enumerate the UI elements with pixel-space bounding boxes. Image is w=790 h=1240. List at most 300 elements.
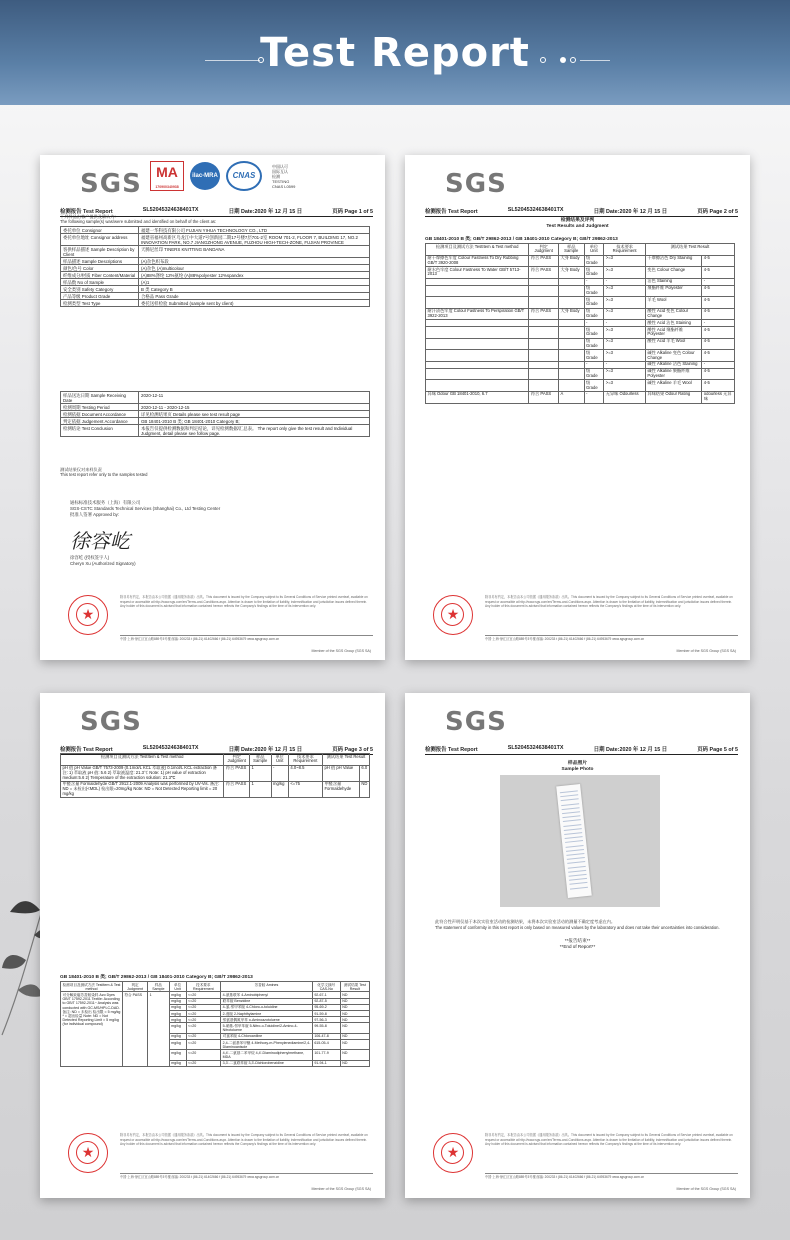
report-page-2 xyxy=(405,155,750,660)
info-value: 2020-12-11 - 2020-12-15 xyxy=(139,404,370,411)
table-row xyxy=(426,278,735,285)
table-row xyxy=(426,380,735,392)
table-cell: 沾色 Staining xyxy=(645,278,701,285)
result-cell: ND xyxy=(340,1060,369,1066)
table-cell: 酸性 Acid 羊毛 Wool xyxy=(645,338,701,350)
info-value: B 类 Category B xyxy=(139,286,370,293)
judgment-cell: 符合 PASS xyxy=(123,992,148,1067)
amine-cell: 4,4'-二氨基二苯甲烷 4,4'-Diaminodiphenylmethane, MDA xyxy=(221,1050,313,1060)
table-cell: 4-5 xyxy=(702,255,735,267)
ph-formaldehyde-table xyxy=(60,753,370,798)
table-cell: 4.0~8.5 xyxy=(288,765,322,781)
table-cell: <=75 xyxy=(288,781,322,797)
end-of-report: **报告结束** **End of Report** xyxy=(559,938,596,949)
table-cell xyxy=(426,368,529,380)
column-header: 检测项目及测试方法 TestItem & Test method xyxy=(61,982,123,992)
info-label: 样品数 No of Sample xyxy=(61,279,139,286)
info-label: 安全类别 Safety Category xyxy=(61,286,139,293)
table-cell xyxy=(426,380,529,392)
signature: 徐容屹 xyxy=(70,529,130,553)
table-cell: >=3 xyxy=(604,255,646,267)
table-cell: 酸性 Acid 变色 Colour Change xyxy=(645,308,701,320)
strip-pattern-line xyxy=(564,832,582,835)
table-row xyxy=(61,234,370,246)
table-cell xyxy=(529,361,559,368)
table-row xyxy=(61,765,370,781)
table-cell: 级 Grade xyxy=(584,297,604,309)
test-method-cell: 可分解致癌芳香胺染料 Azo Dyes GB/T 17592-2011 Textile: According to GB/T 17592-2011~ Analysis was conducted with GC-MS/HPLC-DAD. 备注: ND = 未检出 检出限 = 5 mg/kg * = 超出检量 Note: ND = Not Detected Reporting Limit = 5 mg/kg (for individual compound) xyxy=(61,992,123,1067)
info-label: 检测周期 Testing Period xyxy=(61,404,139,411)
table-cell: 4-5 xyxy=(702,285,735,297)
fine-print: 除非另有约定，本报告由本公司依据《通用服务条款》出具。This document is issued by the Company subject to its General Conditions of Service printed overleaf, available on request or accessible at http://www.sgs.com/en/Terms-and-Conditions.aspx. Attention is drawn to the limitation of liability, indemnification and jurisdiction issues defined therein. Any holder of this document is advised that information contained hereon reflects the Company's findings at the time of its intervention only. xyxy=(120,1133,368,1147)
table-cell: 甲醛含量 Formaldehyde GB/T 2912.1-2009 Analysis was performed by UV-Vis. 备注: ND = 未检出(<MDL) 检出限=20mg/kg Note: ND = Not Detected Reporting limit = 20 mg/kg xyxy=(61,781,224,797)
table-cell: 级 Grade xyxy=(584,350,604,362)
signatory: 徐容屹 (授权签字人) Cheryn Xu (Authorized Signatory) xyxy=(70,555,136,566)
fine-print: 除非另有约定，本报告由本公司依据《通用服务条款》出具。This document is issued by the Company subject to its General Conditions of Service printed overleaf, available on request or accessible at http://www.sgs.com/en/Terms-and-Conditions.aspx. Attention is drawn to the limitation of liability, indemnification and jurisdiction issues defined therein. Any holder of this document is advised that information contained hereon reflects the Company's findings at the time of its intervention only. xyxy=(120,595,368,609)
table-cell: >=3 xyxy=(604,267,646,279)
strip-pattern-line xyxy=(567,857,585,860)
table-cell xyxy=(559,285,585,297)
cas-cell: 99-55-8 xyxy=(312,1023,340,1033)
cas-cell: 106-47-8 xyxy=(312,1033,340,1039)
azo-dyes-table xyxy=(60,981,370,1067)
strip-pattern-line xyxy=(563,824,581,827)
address-line: 中国·上海·徐汇区宜山路889号3号楼 邮编: 200233 t (86-21) 61402666 f (86-21) 64953679 www.sgsgroup.com.cn xyxy=(485,635,738,641)
column-header: 判定 Judgment xyxy=(224,754,250,766)
strip-pattern-line xyxy=(566,849,584,852)
info-label: 判定依据 Judgement Accordance xyxy=(61,418,139,425)
result-cell: ND xyxy=(340,1050,369,1060)
unit-cell: mg/kg xyxy=(169,1050,186,1060)
table-cell: >=3 xyxy=(604,380,646,392)
cas-cell: 91-94-1 xyxy=(312,1060,340,1066)
unit-cell: mg/kg xyxy=(169,1011,186,1017)
amine-cell: 2-萘胺 2-Naphthylamine xyxy=(221,1011,313,1017)
column-header: 技术要求 Requirement xyxy=(288,754,322,766)
amine-cell: 4-氨基联苯 4-Aminobiphenyl xyxy=(221,992,313,998)
info-value: 福建一华科技有限公司 FUJIAN YIHUA TECHNOLOGY CO., LTD xyxy=(139,227,370,234)
table-cell: - xyxy=(702,320,735,327)
amine-cell: 联苯胺 Benzidine xyxy=(221,998,313,1004)
table-cell xyxy=(559,327,585,339)
cas-cell: 92-87-5 xyxy=(312,998,340,1004)
table-cell: 1 xyxy=(250,765,271,781)
amine-cell: 邻氨基偶氮甲苯 o-Aminoazotoluene xyxy=(221,1017,313,1023)
unit-cell: mg/kg xyxy=(169,1023,186,1033)
table-cell: - xyxy=(702,278,735,285)
table-cell: 符合 PASS xyxy=(529,255,559,267)
column-header: 测试结果 Test Result xyxy=(340,982,369,992)
unit-cell: mg/kg xyxy=(169,1060,186,1066)
member-note: Member of the SGS Group (SGS SA) xyxy=(311,1187,371,1191)
result-cell: ND xyxy=(340,998,369,1004)
table-cell xyxy=(426,285,529,297)
address-line: 中国·上海·徐汇区宜山路889号3号楼 邮编: 200233 t (86-21) 61402666 f (86-21) 64953679 www.sgsgroup.com.cn xyxy=(120,635,373,641)
table-row xyxy=(61,392,370,404)
table-cell: 级 Grade xyxy=(584,338,604,350)
sample-only-note: 测试结果仅对来样负责 This test report refer only to the samples tested xyxy=(60,467,148,477)
strip-pattern-line xyxy=(569,874,587,877)
table-row xyxy=(61,258,370,265)
table-row xyxy=(426,368,735,380)
table-cell: - xyxy=(604,320,646,327)
page-title: Test Report xyxy=(260,30,530,76)
table-cell: 4-5 xyxy=(702,350,735,362)
table-cell: mg/kg xyxy=(271,781,288,797)
header-right-dot-1 xyxy=(540,57,546,63)
red-seal-stamp: ★ xyxy=(68,1133,108,1173)
table-cell: - xyxy=(584,278,604,285)
address-line: 中国·上海·徐汇区宜山路889号3号楼 邮编: 200233 t (86-21) 61402666 f (86-21) 64953679 www.sgsgroup.com.cn xyxy=(120,1173,373,1179)
table-cell: 耐水色牢度 Colour Fastness To Water GB/T 5713-2013 xyxy=(426,267,529,279)
fine-print: 除非另有约定，本报告由本公司依据《通用服务条款》出具。This document is issued by the Company subject to its General Conditions of Service printed overleaf, available on request or accessible at http://www.sgs.com/en/Terms-and-Conditions.aspx. Attention is drawn to the limitation of liability, indemnification and jurisdiction issues defined therein. Any holder of this document is advised that information contained hereon reflects the Company's findings at the time of its intervention only. xyxy=(485,1133,733,1147)
amine-cell: 3,3'-二氯联苯胺 3,3'-Dichlorobenzidine xyxy=(221,1060,313,1066)
table-cell: A xyxy=(559,391,585,403)
table-row xyxy=(426,350,735,362)
table-cell: 碱性 Alkaline 羊毛 Wool xyxy=(645,380,701,392)
strip-pattern-line xyxy=(565,836,583,839)
column-header: 单位 Unit xyxy=(584,244,604,256)
requirement-cell: <=20 xyxy=(186,1050,221,1060)
unit-cell: mg/kg xyxy=(169,1004,186,1010)
table-cell: 大身 Body xyxy=(559,308,585,320)
table-cell: - xyxy=(584,320,604,327)
table-cell: 无异味 Odourless xyxy=(604,391,646,403)
info-value: (A)1 xyxy=(139,279,370,286)
report-id-line: 检测报告 Test Report SL52045324638401TX 日期 Date:2020 年 12 月 15 日 页码 Page 3 of 5 xyxy=(60,745,373,753)
table-cell: 级 Grade xyxy=(584,327,604,339)
table-cell: >=3 xyxy=(604,297,646,309)
info-label: 产品等级 Product Grade xyxy=(61,293,139,300)
table-header-row xyxy=(426,244,735,256)
table-cell: 4-5 xyxy=(702,267,735,279)
column-header: 单位 Unit xyxy=(169,982,186,992)
table-cell: >=3 xyxy=(604,368,646,380)
amine-cell: 2,4-二氨基苯甲醚 4-Methoxy-m-Phenylenediamine/2,4-Diaminoanisole xyxy=(222,1040,311,1049)
amine-cell: 4-氯-邻甲苯胺 4-Chloro-o-toluidine xyxy=(221,1004,313,1010)
cnas-accreditation-text: 中国认可 国际互认 检测 TESTING CNAS L0599 xyxy=(272,163,296,189)
table-row xyxy=(426,267,735,279)
requirement-cell: <=20 xyxy=(186,992,221,998)
strip-pattern-line xyxy=(566,853,584,856)
amine-cell: 5-硝基-邻甲苯胺 5-Nitro-o-Toluidine/2-Amino-4-Nitrotoluene xyxy=(221,1023,313,1033)
table-cell xyxy=(559,320,585,327)
lab-info: 通标标准技术服务（上海）有限公司 SGS-CSTC Standards Technical Services (Shanghai) Co., Ltd Testing Center 批准人签署 Approved by: xyxy=(70,500,221,517)
table-row xyxy=(426,338,735,350)
table-row xyxy=(426,391,735,403)
result-cell: ND xyxy=(340,1017,369,1023)
column-header: 化学文摘号 CAS-No xyxy=(312,982,340,992)
table-row xyxy=(61,781,370,797)
unit-cell: mg/kg xyxy=(169,1040,186,1050)
cas-cell: 97-56-3 xyxy=(312,1017,340,1023)
sgs-logo: SGS xyxy=(445,707,507,737)
ilac-mra-logo: ilac-MRA xyxy=(190,162,220,190)
table-cell: 甲醛含量 Formaldehyde xyxy=(322,781,359,797)
table-cell: - xyxy=(271,765,288,781)
strip-pattern-line xyxy=(569,882,587,885)
table-cell xyxy=(559,338,585,350)
table-cell: 1 xyxy=(250,781,271,797)
table-cell: >=3 xyxy=(604,327,646,339)
table-cell xyxy=(529,278,559,285)
requirement-cell: <=20 xyxy=(186,998,221,1004)
info-value: GB 18401-2010 B 类; GB 18401-2010 Category B; xyxy=(139,418,370,425)
strip-pattern-line xyxy=(568,870,586,873)
table-row xyxy=(61,425,370,437)
table-cell: 级 Grade xyxy=(584,255,604,267)
table-cell xyxy=(529,285,559,297)
table-cell: 碱性 Alkaline 变色 Colour Change xyxy=(645,350,701,362)
sgs-logo: SGS xyxy=(445,169,507,199)
table-header-row xyxy=(61,982,370,992)
strip-pattern-line xyxy=(563,820,581,823)
info-label: 样品送达日期 Sample Receiving Date xyxy=(61,392,139,404)
table-cell xyxy=(426,350,529,362)
header-right-dot-2 xyxy=(560,57,566,63)
table-row xyxy=(61,265,370,272)
info-value: (A)88%涤纶 12%氨纶 (A)88%polyester 12%spandex xyxy=(139,272,370,279)
member-note: Member of the SGS Group (SGS SA) xyxy=(311,649,371,653)
info-label: 委托单位地址 Consignor address xyxy=(61,234,139,246)
table-row xyxy=(61,418,370,425)
table-cell xyxy=(529,380,559,392)
table-cell xyxy=(426,361,529,368)
info-value: 详见检测结果页 Details please see test result page xyxy=(139,411,370,418)
table-cell: 4-5 xyxy=(702,338,735,350)
sample-info-table xyxy=(60,226,370,307)
strip-pattern-line xyxy=(561,803,579,806)
table-row xyxy=(61,286,370,293)
table-cell: 异味结果 Odour Rating xyxy=(645,391,701,403)
report-id-line: 检测报告 Test Report SL52045324638401TX 日期 Date:2020 年 12 月 15 日 页码 Page 2 of 5 xyxy=(425,207,738,215)
table-cell xyxy=(426,297,529,309)
table-cell xyxy=(559,350,585,362)
requirement-cell: <=20 xyxy=(186,1011,221,1017)
table-cell: - xyxy=(702,361,735,368)
sgs-logo: SGS xyxy=(80,707,142,737)
result-cell: ND xyxy=(340,1023,369,1033)
table-row xyxy=(61,272,370,279)
info-label: 颜色/色号 Color xyxy=(61,265,139,272)
table-row xyxy=(61,279,370,286)
strip-pattern-line xyxy=(567,861,585,864)
conformity-statement: 此符合性声明仅基于本次实验室活动的检测结果，未将本次实验室活动的测量不确定度考虑在内。 The statement of conformity in this test report is only based on measured values by the laboratory and does not take their uncertainties into consideration. xyxy=(435,919,720,930)
strip-pattern-line xyxy=(566,845,584,848)
table-cell: odourless 无异味 xyxy=(702,391,735,403)
table-cell: 4-5 xyxy=(702,297,735,309)
table-row xyxy=(426,255,735,267)
table-row xyxy=(61,293,370,300)
info-value: 合格品 Pass Grade xyxy=(139,293,370,300)
column-header: 样品 Sample xyxy=(148,982,170,992)
red-seal-stamp: ★ xyxy=(433,595,473,635)
header-right-line xyxy=(580,60,610,61)
info-label: 检测结论 Test Conclusion xyxy=(61,425,139,437)
cma-logo: MA 170900340938 xyxy=(150,161,184,191)
strip-pattern-line xyxy=(562,807,580,810)
requirement-cell: <=20 xyxy=(186,1004,221,1010)
strip-pattern-line xyxy=(570,886,588,889)
table-cell: 符合 PASS xyxy=(224,781,250,797)
report-page-5 xyxy=(405,693,750,1198)
table-cell: pH 值 pH Value GB/T 7573-2009 (0.1mol/L KCL 萃取液) 0.1mol/L KCL extraction 备注: 1) 萃取液 pH 值: 5.6 2) 萃取液温度: 21.3℃ Note: 1) pH value of extraction medium:5.6 2) Temperature of the extraction solution: 21.3℃ xyxy=(61,765,224,781)
info-value: 本报告仅提供检测数据和判定结论，详见检测数据/汇总表。 The report only give the test result and Individual Judgment, detail please see follow page. xyxy=(139,425,370,437)
table-cell xyxy=(559,380,585,392)
requirement-cell: <=20 xyxy=(186,1040,221,1050)
red-seal-stamp: ★ xyxy=(433,1133,473,1173)
column-header: 检测项目及测试方法 TestItem & Test method xyxy=(61,754,224,766)
report-id-line: 检测报告 Test Report SL52045324638401TX 日期 Date:2020 年 12 月 15 日 页码 Page 5 of 5 xyxy=(425,745,738,753)
table-cell xyxy=(426,327,529,339)
strip-pattern-line xyxy=(561,799,579,802)
accreditation-logos xyxy=(150,161,295,191)
cas-cell: 95-69-2 xyxy=(312,1004,340,1010)
standard-line: GB 18401-2010 B 类; GB/T 29862-2013 / GB 18401-2010 Category B; GB/T 29862-2013 xyxy=(60,975,253,980)
table-cell xyxy=(529,320,559,327)
table-row xyxy=(426,285,735,297)
red-seal-stamp: ★ xyxy=(68,595,108,635)
table-cell xyxy=(426,338,529,350)
strip-pattern-line xyxy=(569,878,587,881)
column-header: 样品 Sample xyxy=(250,754,271,766)
column-header: 芳香胺 Amines xyxy=(221,982,313,992)
column-header: 判定 Judgment xyxy=(123,982,148,992)
strip-pattern-line xyxy=(568,866,586,869)
table-cell xyxy=(559,368,585,380)
table-cell: 碱性 Alkaline 聚酯纤维 Polyester xyxy=(645,368,701,380)
column-header: 技术要求 Requirement xyxy=(186,982,221,992)
result-cell: ND xyxy=(340,1033,369,1039)
fine-print: 除非另有约定，本报告由本公司依据《通用服务条款》出具。This document is issued by the Company subject to its General Conditions of Service printed overleaf, available on request or accessible at http://www.sgs.com/en/Terms-and-Conditions.aspx. Attention is drawn to the limitation of liability, indemnification and jurisdiction issues defined therein. Any holder of this document is advised that information contained hereon reflects the Company's findings at the time of its intervention only. xyxy=(485,595,733,609)
table-cell: 异味 Odour GB 18401-2010, 6.7 xyxy=(426,391,529,403)
requirement-cell: <=20 xyxy=(186,1017,221,1023)
info-label: 委托单位 Consignor xyxy=(61,227,139,234)
table-cell: 变色 Colour Change xyxy=(645,267,701,279)
unit-cell: mg/kg xyxy=(169,1017,186,1023)
sample-fabric-strip xyxy=(556,784,592,898)
table-cell: 符合 PASS xyxy=(529,391,559,403)
table-row xyxy=(61,411,370,418)
table-row xyxy=(61,404,370,411)
info-value: 天腾尼丝印 TINERS KNITTING BANDANA xyxy=(139,246,370,258)
column-header: 判定 Judgment xyxy=(529,244,559,256)
sgs-logo: SGS xyxy=(80,169,142,199)
table-cell: 符合 PASS xyxy=(529,267,559,279)
table-cell: 耐干摩擦色牢度 Colour Fastness To Dry Rubbing GB/T 3920-2008 xyxy=(426,255,529,267)
table-cell: pH 值 pH Value xyxy=(322,765,359,781)
cas-cell: 91-59-8 xyxy=(312,1011,340,1017)
table-cell: - xyxy=(604,361,646,368)
table-row xyxy=(61,300,370,307)
table-cell: >=3 xyxy=(604,285,646,297)
table-cell xyxy=(529,338,559,350)
table-cell: 符合 PASS xyxy=(529,308,559,320)
table-cell: 4-5 xyxy=(702,308,735,320)
table-cell: ND xyxy=(359,781,369,797)
table-cell xyxy=(559,278,585,285)
unit-cell: mg/kg xyxy=(169,1033,186,1039)
table-row xyxy=(426,308,735,320)
strip-pattern-line xyxy=(560,790,578,793)
table-cell: >=3 xyxy=(604,350,646,362)
table-cell: 级 Grade xyxy=(584,267,604,279)
table-row xyxy=(426,320,735,327)
test-info-table xyxy=(60,391,370,437)
table-cell: - xyxy=(604,278,646,285)
table-cell xyxy=(559,361,585,368)
table-cell: 干摩擦沾色 Dry Staining xyxy=(645,255,701,267)
table-row xyxy=(61,246,370,258)
cas-cell: 615-05-4 xyxy=(312,1040,340,1050)
table-cell: - xyxy=(584,391,604,403)
address-line: 中国·上海·徐汇区宜山路889号3号楼 邮编: 200233 t (86-21) 61402666 f (86-21) 64953679 www.sgsgroup.com.cn xyxy=(485,1173,738,1179)
requirement-cell: <=20 xyxy=(186,1023,221,1033)
column-header: 技术要求 Requirement xyxy=(604,244,646,256)
requirement-cell: <=20 xyxy=(186,1060,221,1066)
table-cell: 4-5 xyxy=(702,380,735,392)
table-cell: 级 Grade xyxy=(584,285,604,297)
member-note: Member of the SGS Group (SGS SA) xyxy=(676,1187,736,1191)
report-page-1 xyxy=(40,155,385,660)
table-cell xyxy=(559,297,585,309)
table-cell: 羊毛 Wool xyxy=(645,297,701,309)
table-cell: 大身 Body xyxy=(559,255,585,267)
table-cell: 符合 PASS xyxy=(224,765,250,781)
table-cell: 耐汗渍色牢度 Colour Fastness To Perspiration GB/T 3922-2013 xyxy=(426,308,529,320)
table-cell: >=3 xyxy=(604,338,646,350)
table-cell: 碱性 Alkaline 沾色 Staining xyxy=(645,361,701,368)
header-right-dot-3 xyxy=(570,57,576,63)
table-cell: 酸性 Acid 聚酯纤维 Polyester xyxy=(645,327,701,339)
sample-photo xyxy=(500,775,660,907)
results-table xyxy=(425,243,735,404)
table-row xyxy=(426,297,735,309)
table-cell xyxy=(426,320,529,327)
strip-pattern-line xyxy=(562,811,580,814)
table-cell xyxy=(529,297,559,309)
results-heading: 检测结果及评判 Test Results and Judgment xyxy=(546,218,609,229)
table-row xyxy=(61,227,370,234)
table-cell: - xyxy=(584,361,604,368)
info-label: 客供样品描述 Sample Description by Client xyxy=(61,246,139,258)
sample-photo-title: 样品照片 Sample Photo xyxy=(561,761,594,772)
table-cell: 级 Grade xyxy=(584,380,604,392)
report-id-line: 检测报告 Test Report SL52045324638401TX 日期 Date:2020 年 12 月 15 日 页码 Page 1 of 5 xyxy=(60,207,373,215)
table-cell xyxy=(529,350,559,362)
table-row xyxy=(426,327,735,339)
strip-pattern-line xyxy=(560,794,578,797)
info-label: 检测类型 Test Type xyxy=(61,300,139,307)
amine-cell: 对氯苯胺 4-Chloroaniline xyxy=(221,1033,313,1039)
table-cell: 级 Grade xyxy=(584,368,604,380)
info-value: 福建省福州高新区乌龙江中大道7号创新园二期17号楼7层701-2室 ROOM 701-2, FLOOR 7, BUILDING 17, NO.2 INNOVATION PARK, NO.7 JIANGZHONG AVENUE, FUZHOU HIGH-TECH-ZONE, FUJIAN PROVINCE xyxy=(139,234,370,246)
strip-pattern-line xyxy=(564,828,582,831)
column-header: 样品 Sample xyxy=(559,244,585,256)
result-cell: ND xyxy=(340,1011,369,1017)
cas-cell: 101-77-9 xyxy=(312,1050,340,1060)
info-label: 纤维成分/材质 Fiber Content/Material xyxy=(61,272,139,279)
column-header: 测试结果 Test Result xyxy=(322,754,369,766)
member-note: Member of the SGS Group (SGS SA) xyxy=(676,649,736,653)
info-value: (A)杂色 (A)multicolour xyxy=(139,265,370,272)
table-cell: 大身 Body xyxy=(559,267,585,279)
table-cell: 聚酯纤维 Polyester xyxy=(645,285,701,297)
table-cell: >=3 xyxy=(604,308,646,320)
table-cell: 酸性 Acid 沾色 Staining xyxy=(645,320,701,327)
table-header-row xyxy=(61,754,370,766)
info-value: 委托送样检验 Submitted (sample sent by client) xyxy=(139,300,370,307)
